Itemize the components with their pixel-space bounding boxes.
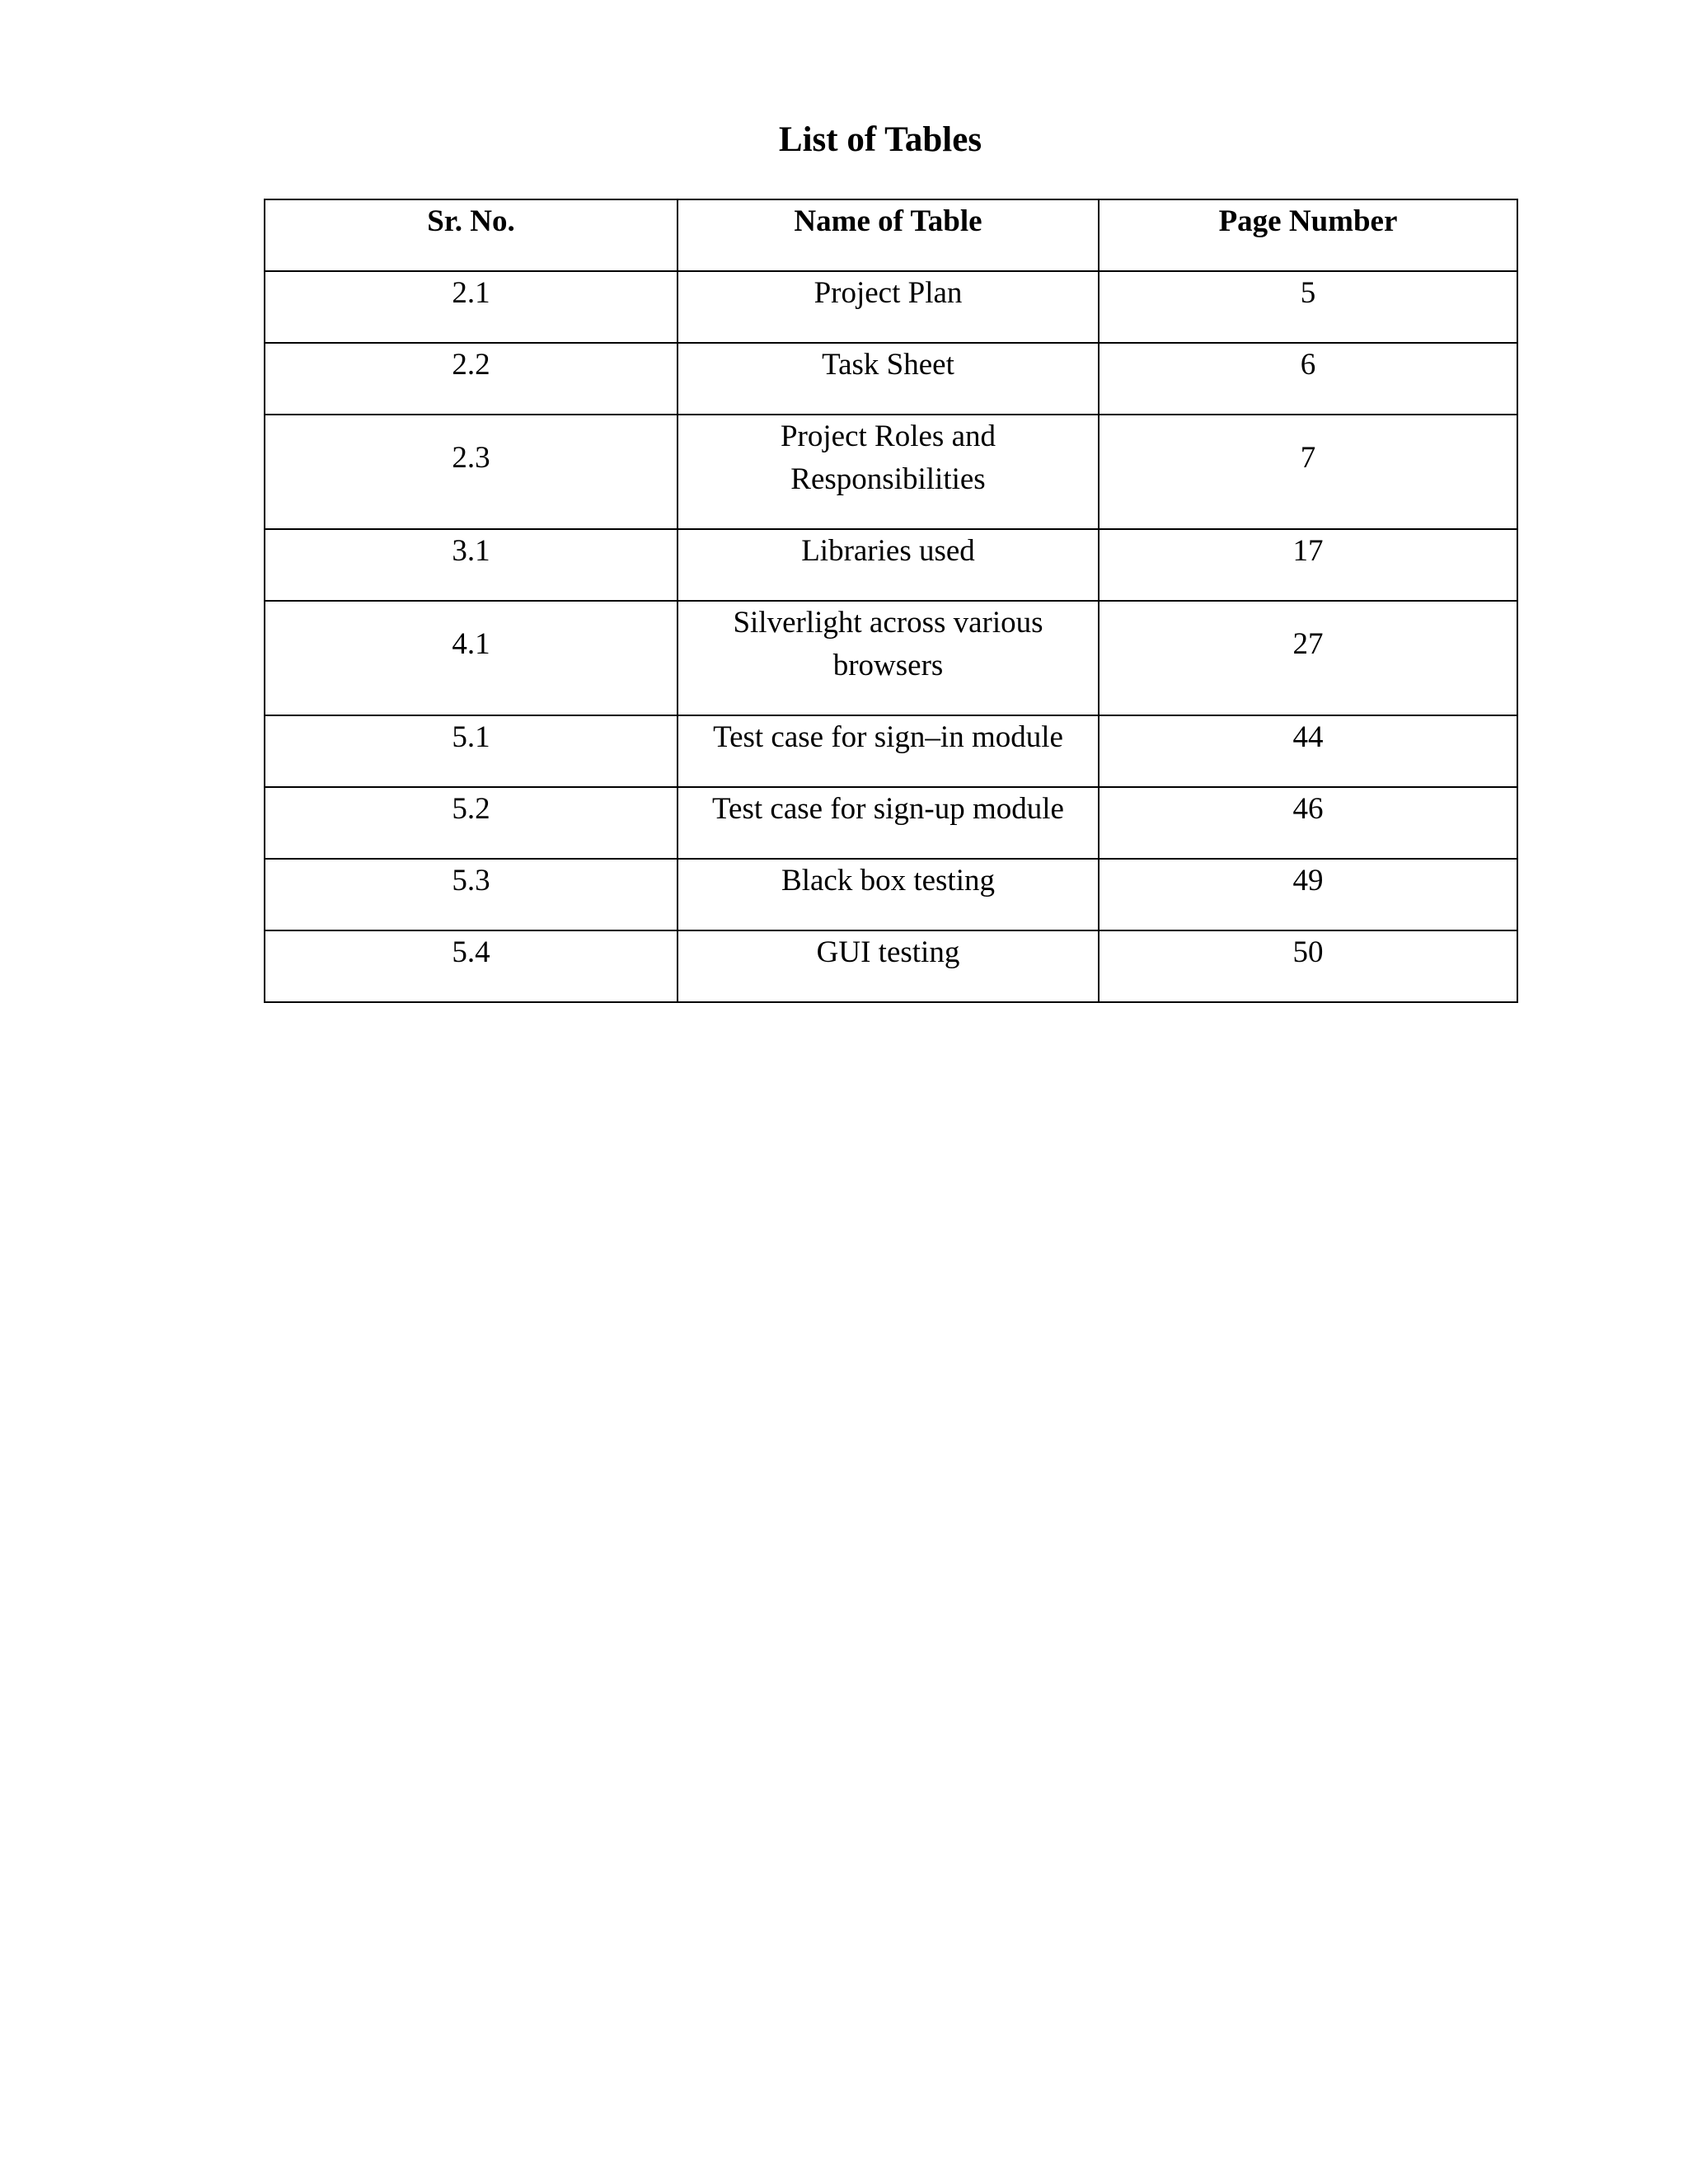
cell-page-number: 27 [1099,601,1517,715]
header-sr-no: Sr. No. [265,199,678,271]
table-row [265,601,1517,715]
cell-table-name: Project Plan [678,271,1099,343]
cell-page-number: 49 [1099,859,1517,930]
cell-table-name: GUI testing [678,930,1099,1002]
table-row [265,343,1517,415]
cell-sr-no: 2.2 [265,343,678,415]
cell-page-number: 7 [1099,415,1517,529]
cell-page-number: 44 [1099,715,1517,787]
cell-table-name: Silverlight across various browsers [678,601,1099,715]
cell-table-name: Test case for sign–in module [678,715,1099,787]
table-row [265,787,1517,859]
table-row [265,715,1517,787]
cell-sr-no: 5.2 [265,787,678,859]
cell-page-number: 17 [1099,529,1517,601]
table-header-row [265,199,1517,271]
header-page-number: Page Number [1099,199,1517,271]
cell-sr-no: 2.1 [265,271,678,343]
cell-table-name: Task Sheet [678,343,1099,415]
cell-sr-no: 5.4 [265,930,678,1002]
table-row [265,859,1517,930]
page-title: List of Tables [778,120,982,159]
cell-table-name: Black box testing [678,859,1099,930]
table-row [265,271,1517,343]
cell-table-name: Test case for sign-up module [678,787,1099,859]
cell-page-number: 6 [1099,343,1517,415]
cell-sr-no: 4.1 [265,601,678,715]
table-row [265,529,1517,601]
cell-sr-no: 3.1 [265,529,678,601]
cell-page-number: 46 [1099,787,1517,859]
cell-sr-no: 5.3 [265,859,678,930]
header-name-of-table: Name of Table [678,199,1099,271]
list-of-tables [264,199,1518,1003]
cell-page-number: 50 [1099,930,1517,1002]
cell-sr-no: 2.3 [265,415,678,529]
cell-table-name: Libraries used [678,529,1099,601]
cell-page-number: 5 [1099,271,1517,343]
cell-sr-no: 5.1 [265,715,678,787]
cell-table-name: Project Roles and Responsibilities [678,415,1099,529]
table-row [265,415,1517,529]
table-row [265,930,1517,1002]
